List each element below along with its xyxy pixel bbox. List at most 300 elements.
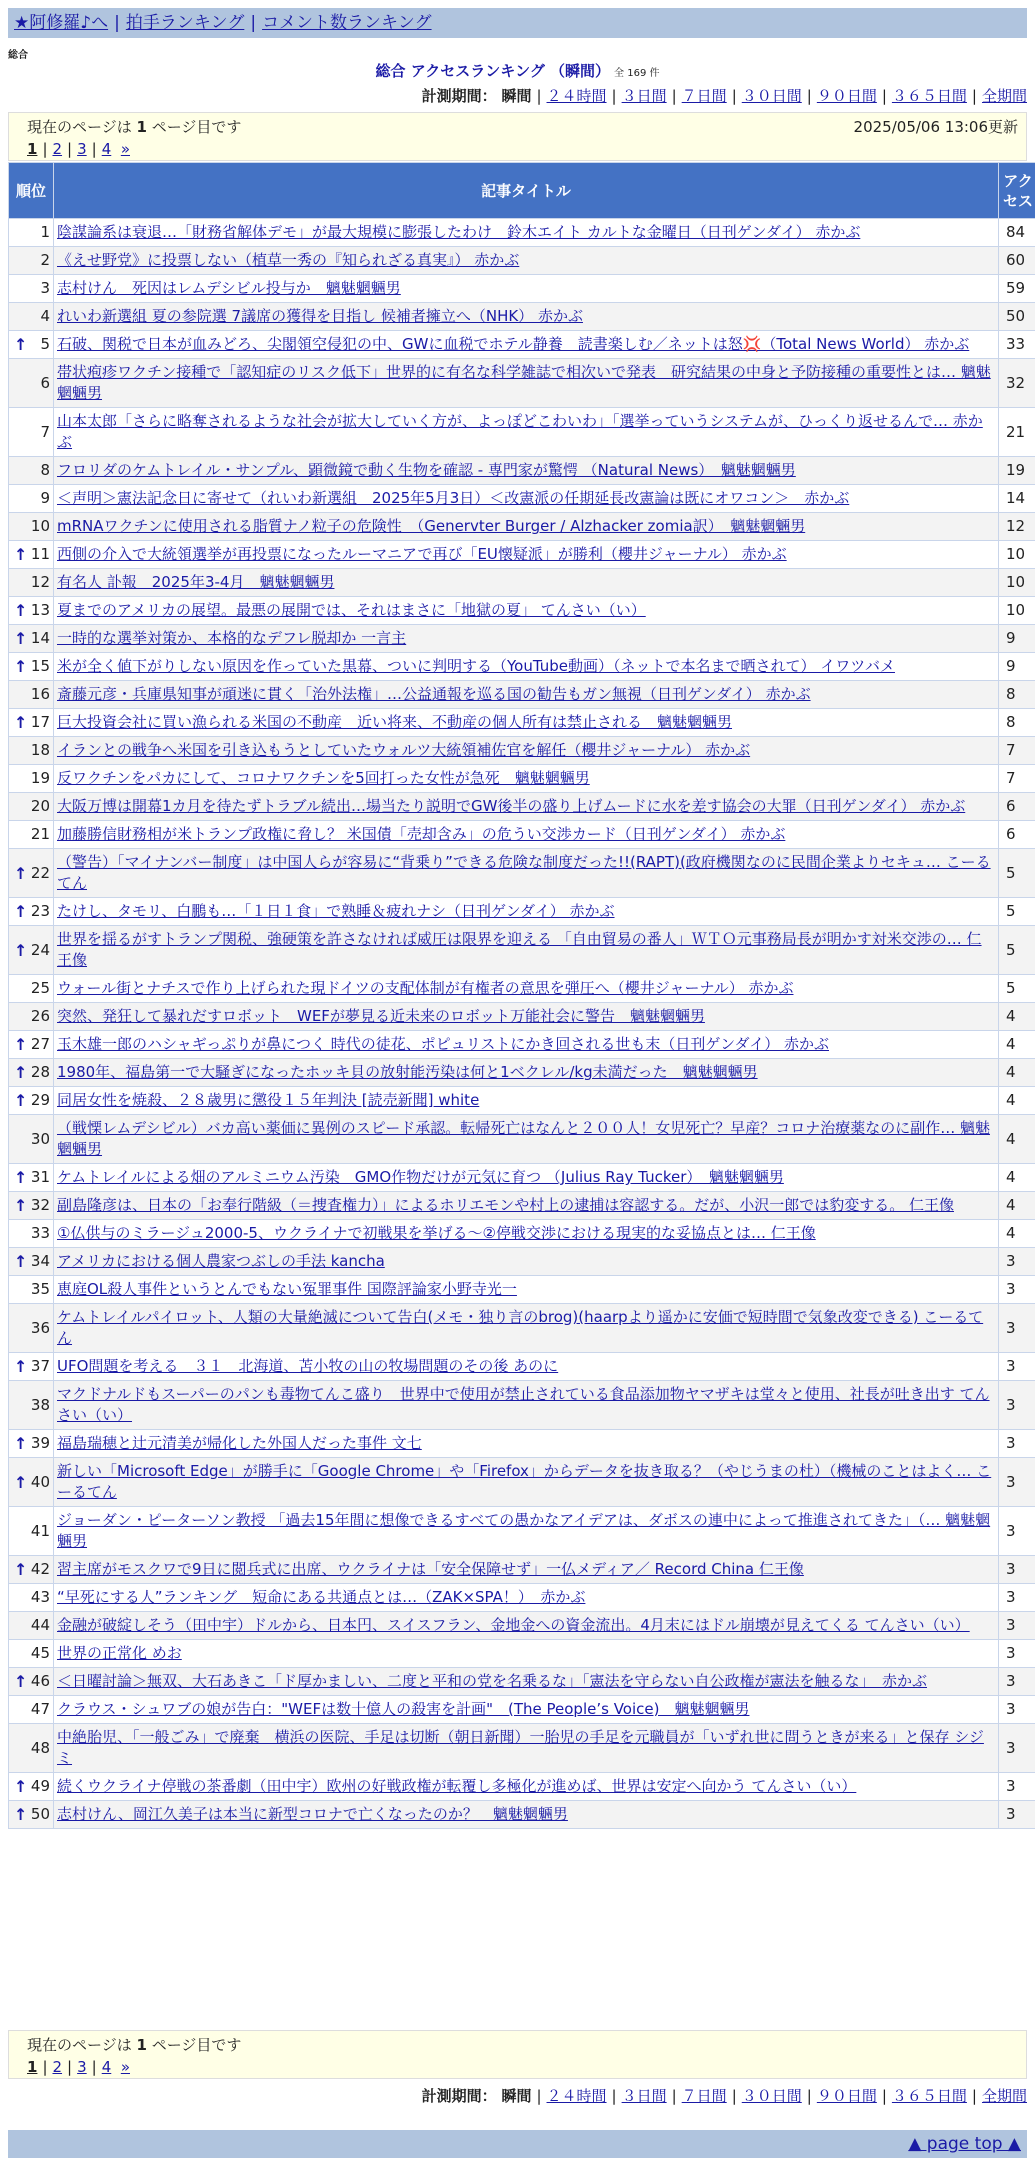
access-count: 3 [999,1276,1035,1304]
table-row [9,1801,1035,1829]
rank-number: 31 [30,1168,50,1186]
table-row [9,1430,1035,1458]
rank-number: 33 [30,1224,50,1242]
article-link[interactable]: 陰謀論系は衰退…「財務省解体デモ」が最大規模に膨張したわけ 鈴木エイト カルトな金曜日（日刊ゲンダイ） 赤かぶ [57,223,861,241]
rank-cell [9,1192,54,1220]
rank-number: 16 [30,685,50,703]
access-count: 3 [999,1584,1035,1612]
article-link[interactable]: ①仏供与のミラージュ2000-5、ウクライナで初戦果を挙げる～②停戦交渉における現実的な妥協点とは… 仁王像 [57,1224,816,1242]
table-row [9,457,1035,485]
title-cell [54,975,999,1003]
period-90d-link[interactable]: ９０日間 [816,87,877,105]
period-label: 計測期間： [421,87,497,105]
access-count: 5 [999,898,1035,926]
table-row [9,1458,1035,1507]
period-current: 瞬間 [501,2087,532,2105]
rank-up-arrow-icon: ↑ [14,1357,28,1376]
article-link[interactable]: 志村けん、岡江久美子は本当に新型コロナで亡くなったのか？ 魑魅魍魎男 [57,1805,568,1823]
rank-cell [9,1304,54,1353]
access-count: 33 [999,331,1035,359]
rank-up-arrow-icon: ↑ [14,713,28,732]
title-cell [54,681,999,709]
access-count: 3 [999,1773,1035,1801]
access-count: 4 [999,1003,1035,1031]
table-row [9,1353,1035,1381]
rank-number: 28 [30,1063,50,1081]
article-link[interactable]: UFO問題を考える ３１ 北海道、苫小牧の山の牧場問題のその後 あのに [57,1357,559,1375]
rank-cell [9,1507,54,1556]
access-count: 6 [999,793,1035,821]
article-link[interactable]: フロリダのケムトレイル・サンプル、顕微鏡で動く生物を確認 - 専門家が驚愕 （Natural News） 魑魅魍魎男 [57,461,796,479]
title-cell [54,1059,999,1087]
rank-number: 23 [30,902,50,920]
rank-number: 41 [30,1521,50,1540]
access-count: 3 [999,1248,1035,1276]
pager-page-2[interactable]: 2 [52,2058,63,2076]
rank-number: 38 [30,1395,50,1414]
article-link[interactable]: 石破、関税で日本が血みどろ、尖閣領空侵犯の中、GWに血税でホテル静養 読書楽しむ／ネットは怒💢（Total News World） 赤かぶ [57,335,970,353]
rank-number: 32 [30,1196,50,1214]
title-cell [54,513,999,541]
rank-number: 21 [30,825,50,843]
access-count: 3 [999,1612,1035,1640]
rank-number: 47 [30,1700,50,1718]
article-link[interactable]: 山本太郎「さらに略奪されるような社会が拡大していく方が、よっぽどこわいわ」「選挙っていうシステムが、ひっくり返せるんで… 赤かぶ [57,412,983,451]
rank-number: 8 [40,461,50,479]
header-access: アクセス [999,163,1035,219]
access-count: 3 [999,1381,1035,1430]
table-row [9,625,1035,653]
rank-number: 49 [30,1777,50,1795]
article-link[interactable]: “早死にする人”ランキング 短命にある共通点とは…（ZAK×SPA！） 赤かぶ [57,1588,586,1606]
title-cell [54,457,999,485]
pager-next[interactable]: » [120,2058,130,2076]
rank-up-arrow-icon: ↑ [14,545,28,564]
table-row [9,541,1035,569]
rank-cell [9,331,54,359]
table-row [9,926,1035,975]
rank-cell [9,1640,54,1668]
rank-cell [9,1381,54,1430]
rank-cell [9,1353,54,1381]
rank-number: 7 [40,422,50,441]
access-count: 7 [999,765,1035,793]
rank-cell [9,457,54,485]
period-365d-link[interactable]: ３６５日間 [891,87,967,105]
title-cell [54,898,999,926]
rank-cell [9,1430,54,1458]
rank-cell [9,408,54,457]
article-link[interactable]: 世界の正常化 めお [57,1644,182,1662]
rank-number: 4 [40,307,50,325]
title-cell [54,485,999,513]
article-link[interactable]: 新しい「Microsoft Edge」が勝手に「Google Chrome」や「Firefox」からデータを抜き取る？（やじうまの杜）（機械のことはよく… こーるてん [57,1462,992,1501]
header-title: 記事タイトル [54,163,999,219]
rank-up-arrow-icon: ↑ [14,1434,28,1453]
article-link[interactable]: 一時的な選挙対策か、本格的なデフレ脱却か 一言主 [57,629,407,647]
rank-cell [9,1696,54,1724]
rank-cell [9,247,54,275]
table-row [9,821,1035,849]
rank-number: 12 [30,573,50,591]
article-link[interactable]: 巨大投資会社に買い漁られる米国の不動産 近い将来、不動産の個人所有は禁止される 魑魅魍魎男 [57,713,733,731]
rank-cell [9,1164,54,1192]
access-count: 3 [999,1724,1035,1773]
title-cell [54,1668,999,1696]
article-link[interactable]: 副島隆彦は、日本の「お奉行階級（＝捜査権力）」によるホリエモンや村上の逮捕は容認する。だが、小沢一郎では豹変する。 仁王像 [57,1196,954,1214]
title-cell [54,275,999,303]
table-row [9,898,1035,926]
article-link[interactable]: 続くウクライナ停戦の茶番劇（田中宇）欧州の好戦政権が転覆し多極化が進めば、世界は安定へ向かう てんさい（い） [57,1777,857,1795]
table-row [9,681,1035,709]
pager-page-4[interactable]: 4 [101,140,112,158]
title-cell [54,1430,999,1458]
title-cell [54,1640,999,1668]
table-row [9,359,1035,408]
access-count: 3 [999,1458,1035,1507]
article-link[interactable]: 中絶胎児、「一般ごみ」で廃棄 横浜の医院、手足は切断（朝日新聞）一胎児の手足を元職員が「いずれ世に問うときが来る」と保存 シジミ [57,1728,984,1767]
table-row [9,1115,1035,1164]
article-link[interactable]: イランとの戦争へ米国を引き込もうとしていたウォルツ大統領補佐官を解任（櫻井ジャーナル） 赤かぶ [57,741,751,759]
rank-number: 40 [30,1472,50,1491]
table-row [9,1059,1035,1087]
article-link[interactable]: 習主席がモスクワで9日に閲兵式に出席、ウクライナは「安全保障せず」一仏メディア／ Record China 仁王像 [57,1560,804,1578]
rank-cell [9,1458,54,1507]
table-row [9,275,1035,303]
access-count: 12 [999,513,1035,541]
rank-cell [9,513,54,541]
access-count: 10 [999,597,1035,625]
access-count: 50 [999,303,1035,331]
access-count: 3 [999,1507,1035,1556]
table-row [9,513,1035,541]
total-count: 全 169 件 [614,68,660,79]
title-cell [54,1192,999,1220]
page-title [0,60,1035,81]
access-count: 10 [999,541,1035,569]
page-top-link[interactable]: ▲ page top ▲ [908,2134,1021,2154]
access-count: 21 [999,408,1035,457]
page-info-top [8,112,1027,161]
access-count: 19 [999,457,1035,485]
table-row [9,1612,1035,1640]
article-link[interactable]: ＜日曜討論＞無双、大石あきこ「ド厚かましい、二度と平和の党を名乗るな」「憲法を守らない自公政権が憲法を触るな」 赤かぶ [57,1672,928,1690]
rank-cell [9,1115,54,1164]
rank-number: 39 [30,1434,50,1452]
period-3d-link[interactable]: ３日間 [621,87,667,105]
article-link[interactable]: マクドナルドもスーパーのパンも毒物てんこ盛り 世界中で使用が禁止されている食品添加物ヤマザキは堂々と使用、社長が吐き出す てんさい（い） [57,1385,990,1424]
pager-current-page: 1 [27,140,38,158]
rank-number: 2 [40,251,50,269]
period-selector-bottom: 計測期間： 瞬間 | ２４時間 | ３日間 | ７日間 | ３０日間 | ９０日間 | ３６５日間 | 全期間 [421,2087,1027,2105]
title-cell [54,1696,999,1724]
rank-cell [9,1668,54,1696]
article-link[interactable]: 世界を揺るがすトランプ関税、強硬策を許さなければ威圧は限界を迎える 「自由貿易の番人」ＷＴＯ元事務局長が明かす対米交渉の… 仁王像 [57,930,982,969]
table-row [9,1696,1035,1724]
rank-number: 22 [30,863,50,882]
table-row [9,1087,1035,1115]
table-row [9,653,1035,681]
rank-cell [9,737,54,765]
rank-number: 29 [30,1091,50,1109]
title-cell [54,821,999,849]
rank-number: 19 [30,769,50,787]
period-3d-link[interactable]: ３日間 [621,2087,667,2105]
article-link[interactable]: 反ワクチンをパカにして、コロナワクチンを5回打った女性が急死 魑魅魍魎男 [57,769,590,787]
rank-cell [9,1220,54,1248]
period-365d-link[interactable]: ３６５日間 [891,2087,967,2105]
article-link[interactable]: 突然、発狂して暴れだすロボット WEFが夢見る近未来のロボット万能社会に警告 魑魅魍魎男 [57,1007,705,1025]
rank-cell [9,625,54,653]
access-count: 4 [999,1087,1035,1115]
rank-number: 15 [30,657,50,675]
title-cell [54,1220,999,1248]
access-count: 4 [999,1192,1035,1220]
period-7d-link[interactable]: ７日間 [681,2087,727,2105]
rank-cell [9,765,54,793]
article-link[interactable]: ケムトレイルによる畑のアルミニウム汚染 GMO作物だけが元気に育つ （Julius Ray Tucker） 魑魅魍魎男 [57,1168,784,1186]
access-count: 3 [999,1801,1035,1829]
rank-number: 25 [30,979,50,997]
table-row [9,408,1035,457]
rank-cell [9,597,54,625]
article-link[interactable]: ＜声明＞憲法記念日に寄せて（れいわ新選組 2025年5月3日）＜改憲派の任期延長改憲論は既にオワコン＞ 赤かぶ [57,489,850,507]
article-link[interactable]: 米が全く値下がりしない原因を作っていた黒幕、ついに判明する（YouTube動画）（ネットで本名まで晒されて） イワツバメ [57,657,895,675]
pager-next[interactable]: » [120,140,130,158]
article-link[interactable]: 有名人 訃報 2025年3-4月 魑魅魍魎男 [57,573,335,591]
article-link[interactable]: 玉木雄一郎のハシャギっぷりが鼻につく 時代の徒花、ポピュリストにかき回される世も末（日刊ゲンダイ） 赤かぶ [57,1035,829,1053]
table-row [9,1003,1035,1031]
article-link[interactable]: 恵庭OL殺人事件というとんでもない冤罪事件 国際評論家小野寺光一 [57,1280,517,1298]
access-count: 4 [999,1115,1035,1164]
article-link[interactable]: たけし、タモリ、白鵬も…「１日１食」で熟睡＆疲れナシ（日刊ゲンダイ） 赤かぶ [57,902,615,920]
table-row [9,765,1035,793]
access-count: 3 [999,1556,1035,1584]
rank-cell [9,569,54,597]
table-row [9,1031,1035,1059]
access-count: 5 [999,926,1035,975]
title-cell [54,219,999,247]
rank-cell [9,1612,54,1640]
table-row [9,1192,1035,1220]
access-count: 3 [999,1640,1035,1668]
title-cell [54,1353,999,1381]
article-link[interactable]: ウォール街とナチスで作り上げられた現ドイツの支配体制が有権者の意思を弾圧へ（櫻井ジャーナル） 赤かぶ [57,979,794,997]
table-header-row [9,163,1035,219]
title-cell [54,737,999,765]
access-count: 7 [999,737,1035,765]
nav-separator: | [114,13,120,33]
access-count: 4 [999,1059,1035,1087]
top-nav-bar [8,8,1027,38]
article-link[interactable]: 夏までのアメリカの展望。最悪の展開では、それはまさに「地獄の夏」 てんさい（い） [57,601,646,619]
table-row [9,1556,1035,1584]
rank-up-arrow-icon: ↑ [14,1035,28,1054]
access-count: 9 [999,625,1035,653]
rank-up-arrow-icon: ↑ [14,902,28,921]
table-row [9,737,1035,765]
rank-cell [9,1584,54,1612]
rank-number: 24 [30,940,50,959]
period-30d-link[interactable]: ３０日間 [741,87,802,105]
rank-up-arrow-icon: ↑ [14,863,28,883]
period-90d-link[interactable]: ９０日間 [816,2087,877,2105]
rank-number: 43 [30,1588,50,1606]
title-cell [54,653,999,681]
period-all-link[interactable]: 全期間 [981,87,1027,105]
access-count: 3 [999,1353,1035,1381]
access-count: 3 [999,1696,1035,1724]
period-selector-top: 計測期間： 瞬間 | ２４時間 | ３日間 | ７日間 | ３０日間 | ９０日間 | ３６５日間 | 全期間 [421,87,1027,105]
rank-number: 13 [30,601,50,619]
title-cell [54,1773,999,1801]
rank-cell [9,1724,54,1773]
rank-cell [9,541,54,569]
pager-page-3[interactable]: 3 [77,2058,87,2076]
rank-cell [9,1059,54,1087]
article-link[interactable]: 志村けん 死因はレムデシビル投与か 魑魅魍魎男 [57,279,401,297]
title-cell [54,408,999,457]
access-count: 32 [999,359,1035,408]
article-link[interactable]: アメリカにおける個人農家つぶしの手法 kancha [57,1252,385,1270]
rank-number: 20 [30,797,50,815]
pagination-top: 1 | 2 | 3 | 4 » [27,140,130,158]
article-link[interactable]: 金融が破綻しそう（田中宇）ドルから、日本円、スイスフラン、金地金への資金流出。4月末にはドル崩壊が見えてくる てんさい（い） [57,1616,970,1634]
table-row [9,1584,1035,1612]
title-cell [54,1003,999,1031]
current-page-text: 現在のページは 1 ページ目です [27,118,242,136]
title-cell [54,1556,999,1584]
title-cell [54,1304,999,1353]
access-count: 3 [999,1304,1035,1353]
table-row [9,793,1035,821]
rank-number: 17 [30,713,50,731]
ranking-title: 総合 アクセスランキング （瞬間） [375,62,611,80]
page-info-bottom [8,2030,1027,2079]
article-link[interactable]: 《えせ野党》に投票しない（植草一秀の『知られざる真実』） 赤かぶ [57,251,520,269]
access-count: 6 [999,821,1035,849]
period-24h-link[interactable]: ２４時間 [546,2087,607,2105]
article-link[interactable]: 福島瑞穂と辻元清美が帰化した外国人だった事件 文七 [57,1434,422,1452]
pager-page-4[interactable]: 4 [101,2058,112,2076]
table-row [9,1276,1035,1304]
title-cell [54,926,999,975]
period-30d-link[interactable]: ３０日間 [741,2087,802,2105]
rank-number: 14 [30,629,50,647]
access-count: 8 [999,709,1035,737]
rank-cell [9,793,54,821]
title-cell [54,625,999,653]
comment-ranking-link[interactable]: コメント数ランキング [262,13,432,33]
article-link[interactable]: （戦慄レムデシビル）バカ高い薬価に異例のスピード承認。転帰死亡はなんと２００人！女児死亡？早産？コロナ治療薬なのに副作… 魑魅魍魎男 [57,1119,990,1158]
table-row [9,569,1035,597]
rank-cell [9,485,54,513]
access-count: 9 [999,653,1035,681]
pager-page-2[interactable]: 2 [52,140,63,158]
title-cell [54,597,999,625]
rank-number: 27 [30,1035,50,1053]
access-count: 14 [999,485,1035,513]
article-link[interactable]: れいわ新選組 夏の参院選 7議席の獲得を目指し 候補者擁立へ（NHK） 赤かぶ [57,307,583,325]
rank-up-arrow-icon: ↑ [14,335,28,354]
article-link[interactable]: 西側の介入で大統領選挙が再投票になったルーマニアで再び「EU懐疑派」が勝利（櫻井ジャーナル） 赤かぶ [57,545,787,563]
table-row [9,849,1035,898]
rank-number: 30 [30,1129,50,1148]
article-link[interactable]: 加藤勝信財務相が米トランプ政権に脅し？ 米国債「売却含み」の危うい交渉カード（日刊ゲンダイ） 赤かぶ [57,825,786,843]
rank-number: 9 [40,489,50,507]
article-link[interactable]: 帯状疱疹ワクチン接種で「認知症のリスク低下」世界的に有名な科学雑誌で相次いで発表 研究結果の中身と予防接種の重要性とは… 魑魅魍魎男 [57,363,991,402]
rank-number: 34 [30,1252,50,1270]
updated-timestamp: 2025/05/06 13:06更新 [853,118,1018,136]
rank-cell [9,1031,54,1059]
article-link[interactable]: クラウス・シュワブの娘が告白："WEFは数十億人の殺害を計画" (The People’s Voice) 魑魅魍魎男 [57,1700,750,1718]
pager-page-3[interactable]: 3 [77,140,87,158]
rank-number: 10 [30,517,50,535]
footer-bar [8,2130,1027,2158]
table-row [9,331,1035,359]
period-all-link[interactable]: 全期間 [981,2087,1027,2105]
article-link[interactable]: ジョーダン・ピーターソン教授 「過去15年間に想像できるすべての愚かなアイデアは、ダボスの連中によって推進されてきた」（… 魑魅魍魎男 [57,1511,991,1550]
rank-cell [9,1087,54,1115]
access-count: 3 [999,1668,1035,1696]
rank-cell [9,681,54,709]
rank-cell [9,849,54,898]
access-count: 10 [999,569,1035,597]
article-link[interactable]: 同居女性を焼殺、２８歳男に懲役１５年判決 [読売新聞] white [57,1091,480,1109]
rank-up-arrow-icon: ↑ [14,1472,28,1492]
article-link[interactable]: ケムトレイルパイロット、人類の大量絶滅について告白(メモ・独り言のbrog)(haarpより遥かに安価で短時間で気象改変できる) こーるてん [57,1308,984,1347]
rank-cell [9,898,54,926]
rank-cell [9,1276,54,1304]
table-row [9,219,1035,247]
title-cell [54,359,999,408]
table-row [9,1248,1035,1276]
period-24h-link[interactable]: ２４時間 [546,87,607,105]
title-cell [54,1458,999,1507]
title-cell [54,331,999,359]
rank-number: 50 [30,1805,50,1823]
rank-cell [9,1248,54,1276]
rank-up-arrow-icon: ↑ [14,1805,28,1824]
rank-cell [9,275,54,303]
rank-up-arrow-icon: ↑ [14,1560,28,1579]
rank-number: 11 [30,545,50,563]
access-count: 60 [999,247,1035,275]
table-row [9,597,1035,625]
period-7d-link[interactable]: ７日間 [681,87,727,105]
clap-ranking-link[interactable]: 拍手ランキング [125,13,245,33]
rank-number: 44 [30,1616,50,1634]
rank-number: 46 [30,1672,50,1690]
rank-number: 3 [40,279,50,297]
article-link[interactable]: 1980年、福島第一で大騒ぎになったホッキ貝の放射能汚染は何と1ベクレル/kg未満だった 魑魅魍魎男 [57,1063,758,1081]
home-link[interactable]: ★阿修羅♪へ [14,13,109,33]
pagination-bottom: 1 | 2 | 3 | 4 » [27,2058,130,2076]
article-link[interactable]: mRNAワクチンに使用される脂質ナノ粒子の危険性 （Genervter Burger / Alzhacker zomia訳） 魑魅魍魎男 [57,517,806,535]
title-cell [54,1801,999,1829]
rank-up-arrow-icon: ↑ [14,657,28,676]
article-link[interactable]: （警告）「マイナンバー制度」は中国人らが容易に“背乗り”できる危険な制度だった!!(RAPT)(政府機関なのに民間企業よりセキュ… こーるてん [57,853,991,892]
rank-cell [9,1801,54,1829]
article-link[interactable]: 斎藤元彦・兵庫県知事が頑迷に貫く「治外法権」…公益通報を巡る国の勧告もガン無視（日刊ゲンダイ） 赤かぶ [57,685,811,703]
rank-number: 26 [30,1007,50,1025]
rank-number: 45 [30,1644,50,1662]
rank-cell [9,926,54,975]
access-count: 84 [999,219,1035,247]
article-link[interactable]: 大阪万博は開幕1カ月を待たずトラブル続出…場当たり説明でGW後半の盛り上げムードに水を差す協会の大罪（日刊ゲンダイ） 赤かぶ [57,797,966,815]
access-count: 5 [999,975,1035,1003]
rank-number: 42 [30,1560,50,1578]
